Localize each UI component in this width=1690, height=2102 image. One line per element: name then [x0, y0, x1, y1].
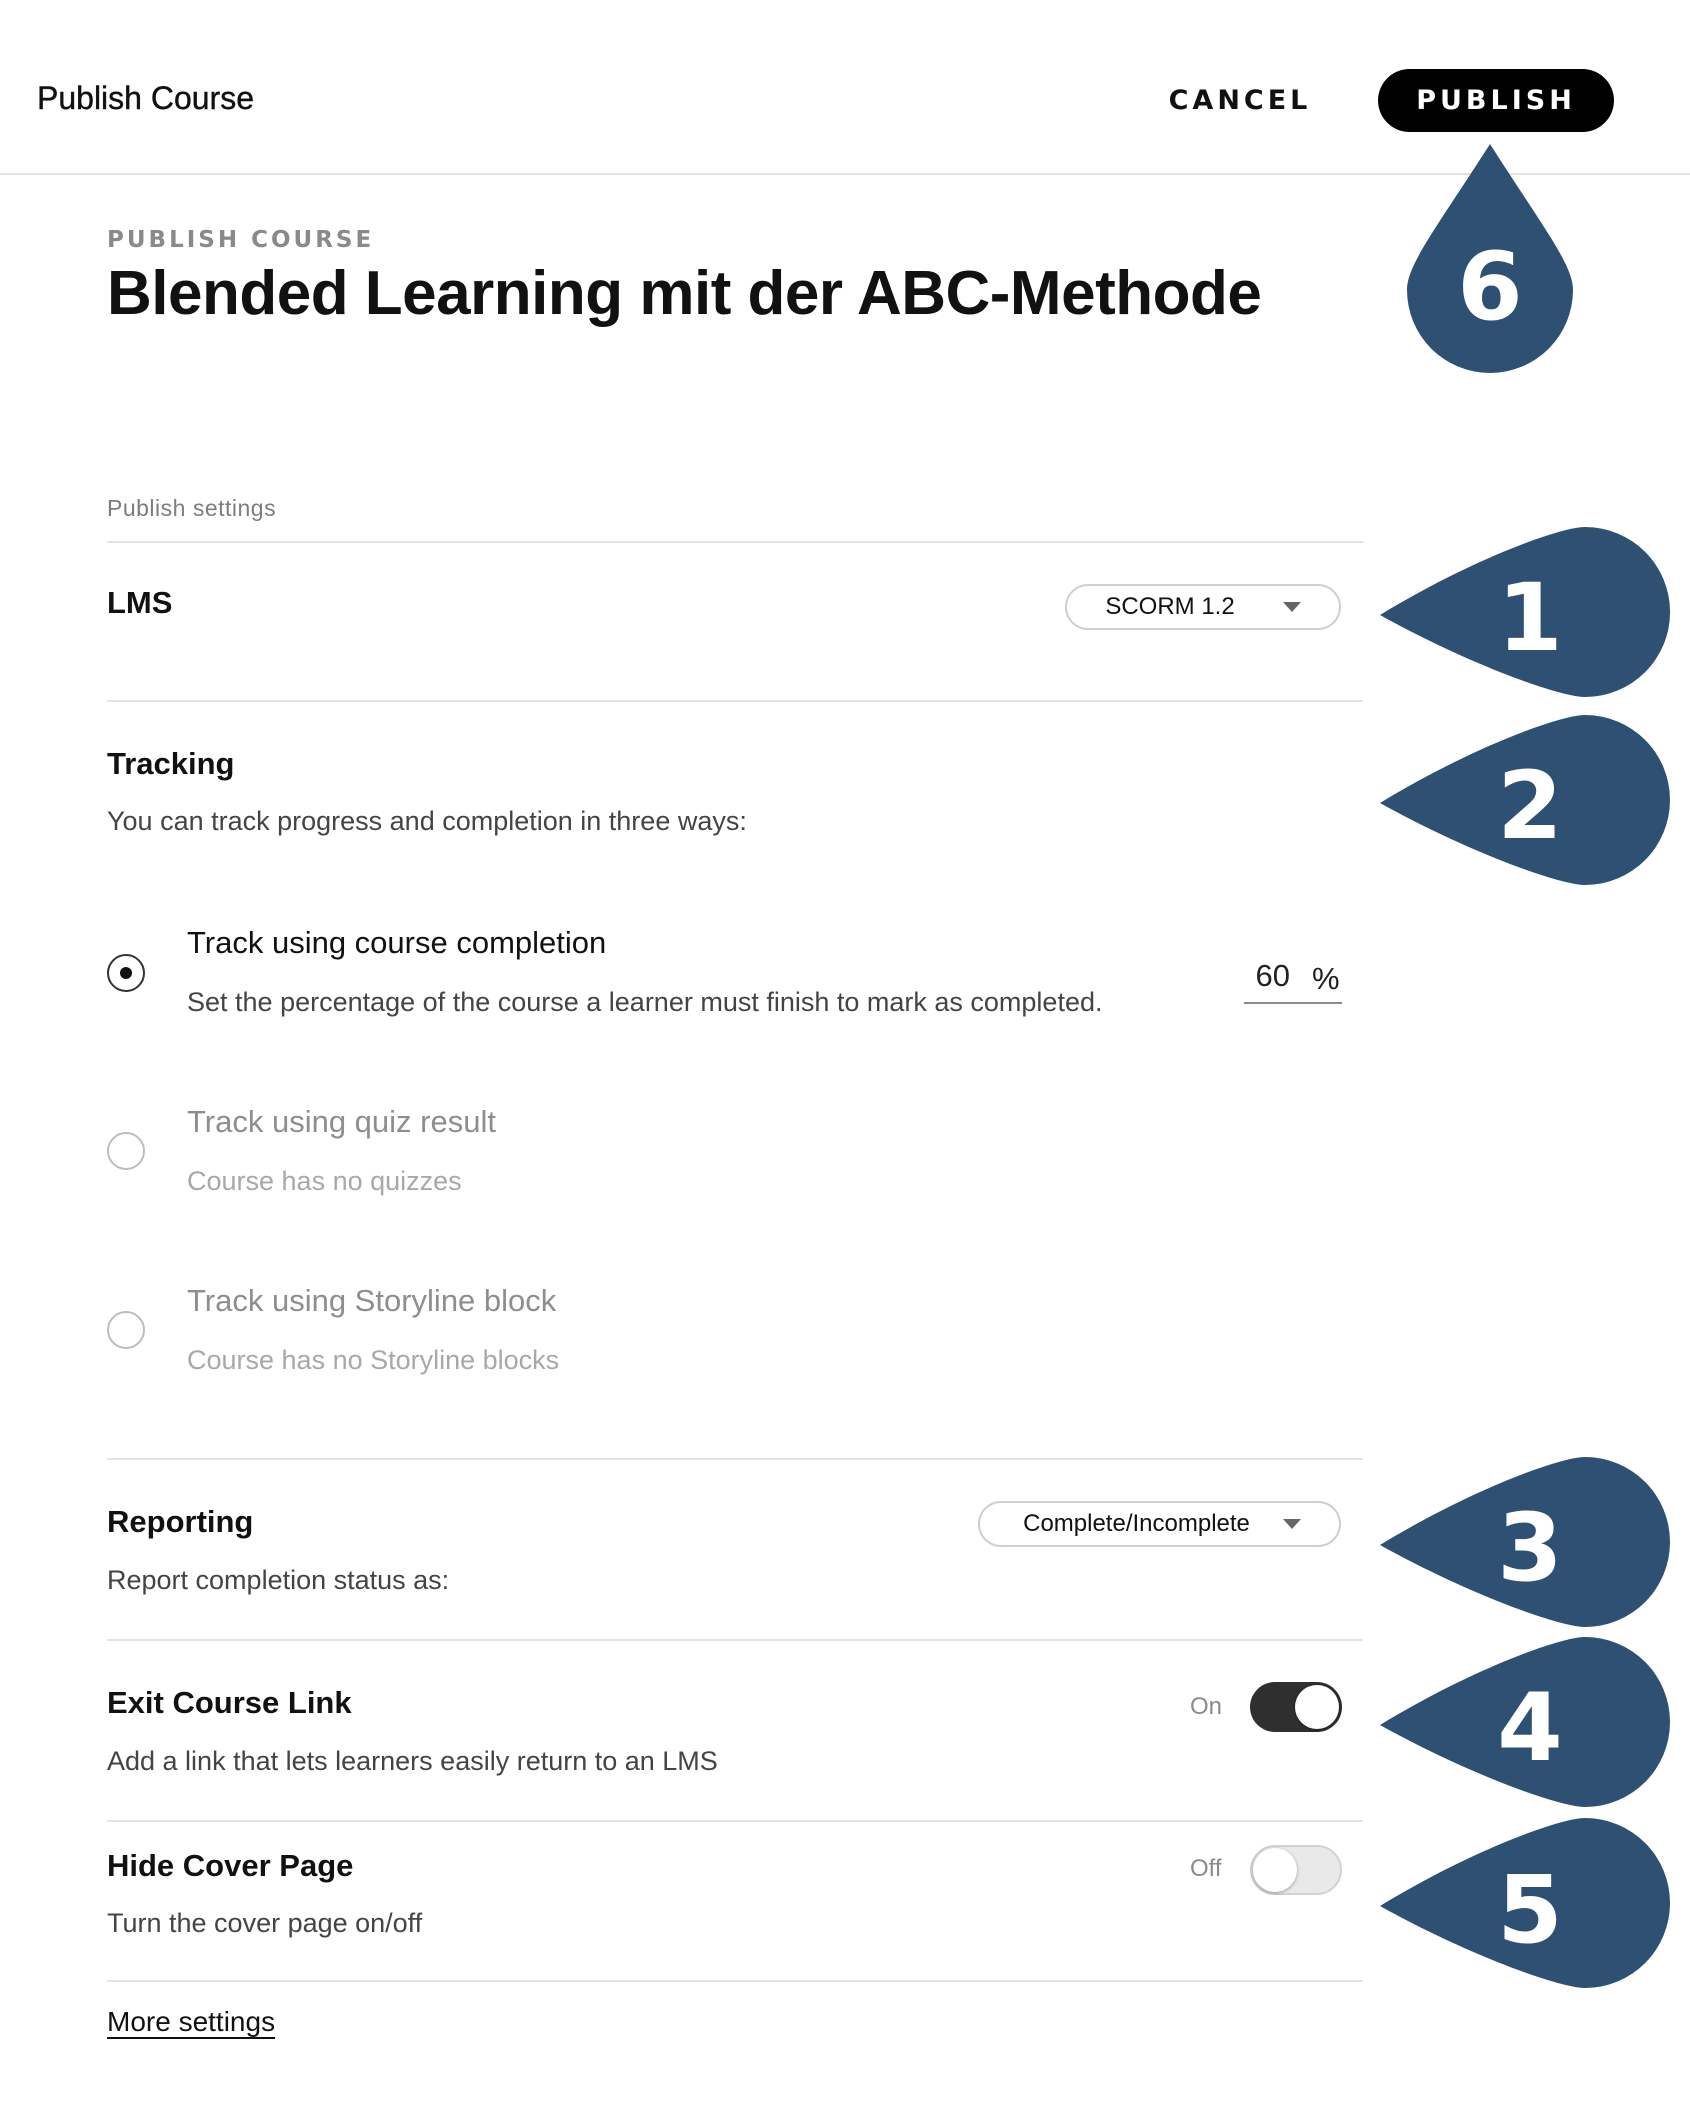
exit-link-description: Add a link that lets learners easily return to an LMS — [107, 1746, 718, 1776]
callout-marker-4 — [1380, 1637, 1670, 1807]
reporting-select-value: Complete/Incomplete — [1023, 1510, 1250, 1537]
callout-number-6: 6 — [1457, 233, 1523, 342]
callout-number-1: 1 — [1497, 564, 1563, 673]
callout-number-2: 2 — [1497, 752, 1563, 861]
exit-link-title: Exit Course Link — [107, 1685, 352, 1720]
page-eyebrow: PUBLISH COURSE — [107, 227, 375, 253]
cover-page-description: Turn the cover page on/off — [107, 1908, 423, 1938]
more-settings-link[interactable]: More settings — [107, 2006, 276, 2037]
callout-marker-3 — [1380, 1457, 1670, 1627]
callout-marker-5 — [1380, 1818, 1670, 1988]
callout-number-5: 5 — [1497, 1856, 1563, 1965]
reporting-title: Reporting — [107, 1504, 254, 1539]
lms-title: LMS — [107, 585, 173, 620]
callout-marker-6 — [1407, 144, 1573, 373]
publish-button[interactable]: PUBLISH — [1378, 69, 1614, 132]
callout-number-4: 4 — [1497, 1674, 1563, 1783]
app-title: Publish Course — [37, 80, 254, 116]
lms-select-value: SCORM 1.2 — [1105, 593, 1235, 620]
tracking-description: You can track progress and completion in three ways: — [107, 806, 747, 836]
option-storyline-title: Track using Storyline block — [187, 1283, 557, 1318]
cover-page-state-label: Off — [1190, 1855, 1222, 1882]
cover-page-title: Hide Cover Page — [107, 1848, 354, 1883]
callout-marker-2 — [1380, 715, 1670, 885]
course-title: Blended Learning mit der ABC-Methode — [107, 259, 1262, 328]
option-course-completion-description: Set the percentage of the course a learner must finish to mark as completed. — [187, 987, 1103, 1017]
option-quiz-result-description: Course has no quizzes — [187, 1166, 462, 1196]
exit-link-state-label: On — [1190, 1693, 1223, 1720]
tracking-title: Tracking — [107, 746, 235, 781]
cancel-button[interactable]: CANCEL — [1160, 78, 1320, 122]
option-course-completion-title: Track using course completion — [187, 925, 607, 960]
reporting-description: Report completion status as: — [107, 1565, 450, 1595]
settings-section-label: Publish settings — [107, 495, 277, 521]
callout-marker-1 — [1380, 527, 1670, 697]
callout-number-3: 3 — [1497, 1494, 1563, 1603]
percent-sign: % — [1312, 961, 1340, 996]
option-quiz-result-title: Track using quiz result — [187, 1104, 496, 1139]
option-storyline-description: Course has no Storyline blocks — [187, 1345, 560, 1375]
